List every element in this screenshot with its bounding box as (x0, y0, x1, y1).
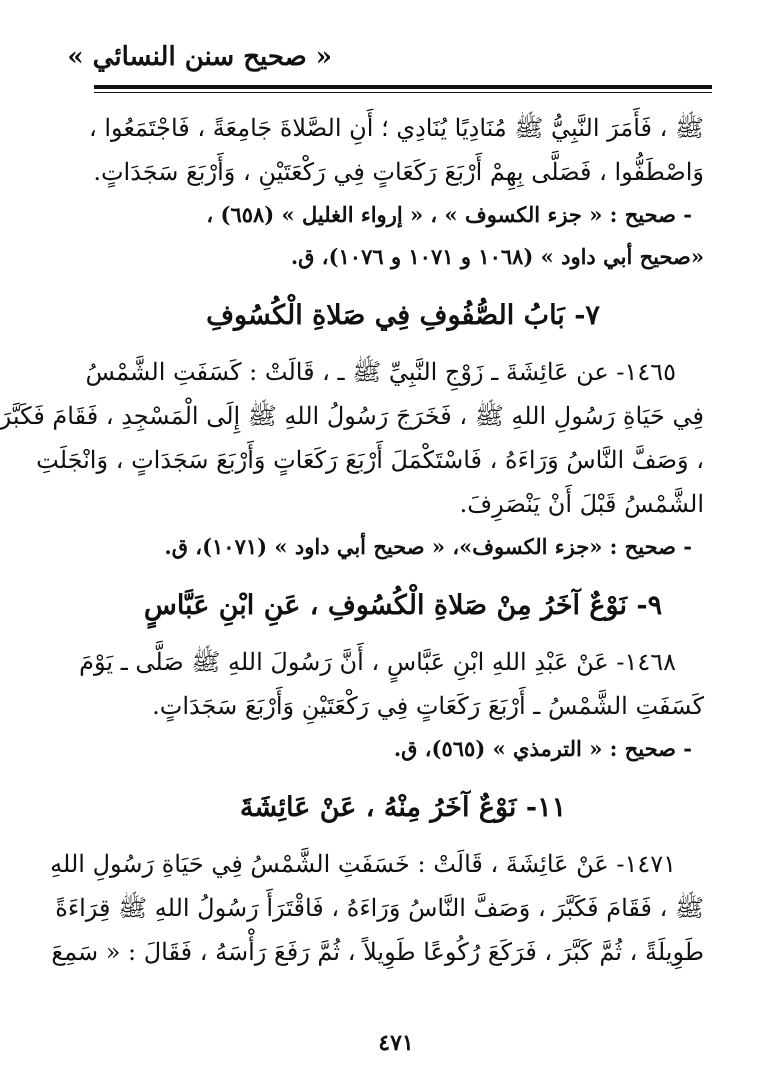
text-line: ﷺ ، فَقَامَ فَكَبَّرَ ، وَصَفَّ النَّاسُ وَرَاءَهُ ، فَاقْتَرَأَ رَسُولُ اللهِ ﷺ قِرَاءَةً (55, 894, 704, 922)
page-body (0, 106, 704, 974)
reference-line: «صحيح أبي داود » (١٠٦٨ و ١٠٧١ و ١٠٧٦)، ق. (290, 244, 704, 269)
chapter-heading: ٩- نَوْعٌ آخَرُ مِنْ صَلاةِ الْكُسُوفِ ، عَنِ ابْنِ عَبَّاسٍ (143, 590, 663, 621)
reference-line: - صحيح : « جزء الكسوف » ، « إرواء الغليل » (٦٥٨) ، (206, 202, 692, 227)
grading-reference (102, 728, 704, 770)
chapter-heading: ١١- نَوْعٌ آخَرُ مِنْهُ ، عَنْ عَائِشَةَ (239, 792, 567, 823)
hadith-1471 (50, 842, 704, 974)
text-line: ، وَصَفَّ النَّاسُ وَرَاءَهُ ، فَاسْتَكْمَلَ أَرْبَعَ رَكَعَاتٍ وَأَرْبَعَ سَجَدَاتٍ ، وَانْجَلَتِ (36, 446, 704, 474)
reference-line: - صحيح : « الترمذي » (٥٦٥)، ق. (393, 736, 692, 761)
header-rule-thin (94, 92, 712, 93)
grading-reference (102, 526, 704, 568)
text-line: فِي حَيَاةِ رَسُولِ اللهِ ﷺ ، فَخَرَجَ رَسُولُ اللهِ ﷺ إِلَى الْمَسْجِدِ ، فَقَامَ فَكَبَّرَ (0, 402, 704, 430)
running-header-title: « صحيح سنن النسائي » (67, 42, 332, 72)
page-number: ٤٧١ (378, 1030, 414, 1056)
hadith-1465 (0, 350, 704, 526)
text-line: وَاصْطَفُّوا ، فَصَلَّى بِهِمْ أَرْبَعَ رَكَعَاتٍ فِي رَكْعَتَيْنِ ، وَأَرْبَعَ سَجَدَاتٍ. (93, 158, 704, 186)
text-line: الشَّمْسُ قَبْلَ أَنْ يَنْصَرِفَ. (459, 490, 704, 518)
reference-line: - صحيح : «جزء الكسوف»، « صحيح أبي داود » (١٠٧١)، ق. (164, 534, 692, 559)
hadith-continuation (89, 106, 704, 194)
text-line: ١٤٦٥- عن عَائِشَةَ ـ زَوْجِ النَّبِيِّ ﷺ ـ ، قَالَتْ : كَسَفَتِ الشَّمْسُ (85, 358, 676, 386)
hadith-1468 (79, 640, 704, 728)
text-line: طَوِيلَةً ، ثُمَّ كَبَّرَ ، فَرَكَعَ رُكُوعًا طَوِيلاً ، ثُمَّ رَفَعَ رَأْسَهُ ، فَقَالَ : « سَمِعَ (51, 938, 704, 966)
chapter-heading: ٧- بَابُ الصُّفُوفِ فِي صَلاةِ الْكُسُوفِ (206, 300, 600, 331)
grading-reference (102, 194, 704, 278)
text-line: ١٤٧١- عَنْ عَائِشَةَ ، قَالَتْ : خَسَفَتِ الشَّمْسُ فِي حَيَاةِ رَسُولِ اللهِ (50, 850, 676, 878)
text-line: ﷺ ، فَأَمَرَ النَّبِيُّ ﷺ مُنَادِيًا يُنَادِي ؛ أَنِ الصَّلاةَ جَامِعَةً ، فَاجْتَمَعُوا ، (89, 114, 704, 142)
text-line: ١٤٦٨- عَنْ عَبْدِ اللهِ ابْنِ عَبَّاسٍ ، أَنَّ رَسُولَ اللهِ ﷺ صَلَّى ـ يَوْمَ (79, 648, 676, 676)
header-rule-thick (94, 85, 712, 89)
text-line: كَسَفَتِ الشَّمْسُ ـ أَرْبَعَ رَكَعَاتٍ فِي رَكْعَتَيْنِ وَأَرْبَعَ سَجَدَاتٍ. (152, 692, 704, 720)
